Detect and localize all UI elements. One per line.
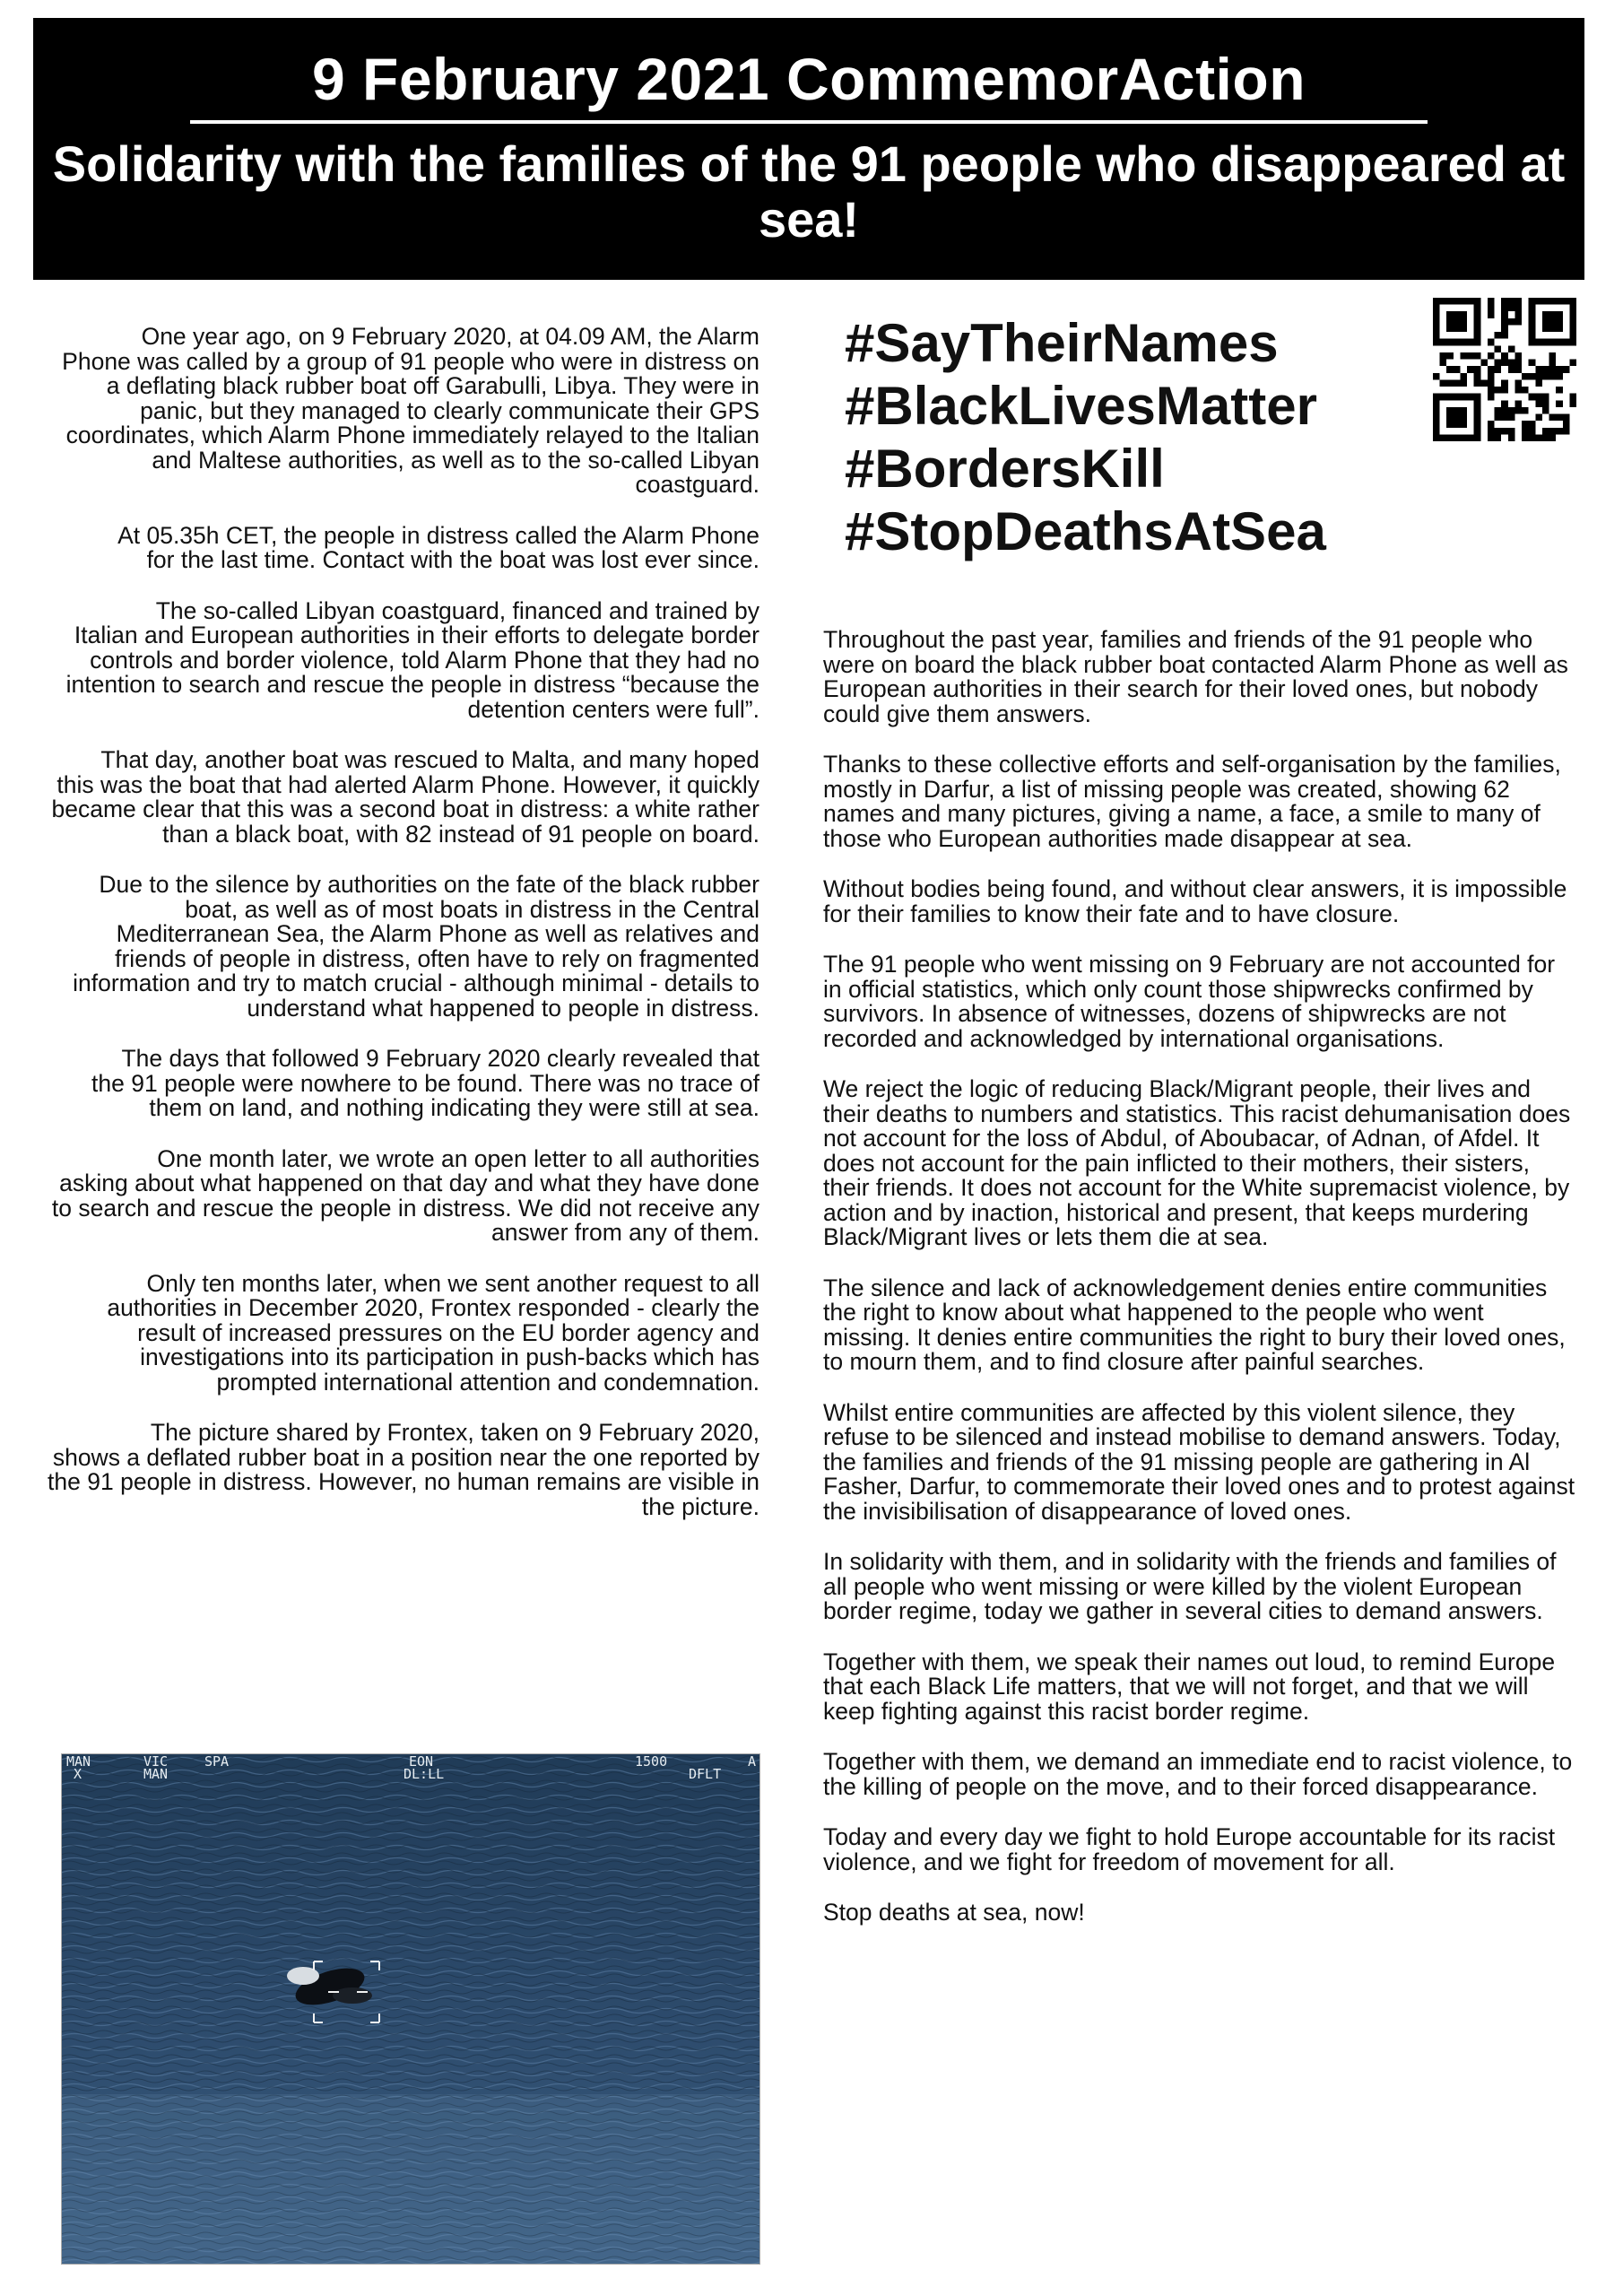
right-paragraph: Together with them, we speak their names out loud, to remind Europe that each Black Life matters, that we will not forget, and that we will keep fighting against this racist border regime. — [823, 1648, 1556, 1725]
hashtag: #StopDeathsAtSea — [845, 501, 1326, 561]
left-paragraph: One month later, we wrote an open letter to all authorities asking about what happened on that day and what they have done to search and rescue the people in distress. We did not receive any answer from any of them. — [51, 1144, 759, 1246]
frontex-sea-photo — [61, 1753, 760, 2265]
title-underline — [190, 120, 1428, 124]
hud-label: A — [748, 1753, 757, 1770]
left-paragraph: Due to the silence by authorities on the fate of the black rubber boat, as well as of most boats in distress in the Central Mediterranean Sea, the Alarm Phone as well as relatives and friends of people in distress, often have to rely on fragmented information and try to match crucial - although minimal - details to understand what happened to people in distress. — [73, 871, 759, 1022]
hud-label: EON — [409, 1753, 434, 1770]
right-paragraph: The 91 people who went missing on 9 February are not accounted for in official statistics, which only count those shipwrecks confirmed by survivors. In absence of witnesses, dozens of shipwrecks are not recorded and acknowledged by international organisations. — [823, 951, 1556, 1052]
right-paragraph: Throughout the past year, families and friends of the 91 people who were on board the black rubber boat contacted Alarm Phone as well as European authorities in their search for their loved ones, but nobody could give them answers. — [823, 626, 1568, 727]
right-column — [823, 628, 1576, 1952]
right-paragraph: We reject the logic of reducing Black/Migrant people, their lives and their deaths to numbers and statistics. This racist dehumanisation does not account for the loss of Abdul, of Aboubacar, of Adnan, of Afdel. It does not account for the pain inflicted to their mothers, their sisters, their friends. It does not account for the White supremacist violence, by action and by inaction, historical and present, that keeps murdering Black/Migrant lives or lets them die at sea. — [823, 1075, 1571, 1250]
right-paragraph: In solidarity with them, and in solidarity with the friends and families of all people who went missing or were killed by the violent European border regime, today we gather in several cities to demand answers. — [823, 1548, 1557, 1624]
hud-label: MAN — [66, 1753, 91, 1770]
hashtag-block — [845, 312, 1454, 563]
left-paragraph: At 05.35h CET, the people in distress called the Alarm Phone for the last time. Contact with the boat was lost ever since. — [117, 521, 759, 573]
right-paragraph: Together with them, we demand an immediate end to racist violence, to the killing of people on the move, and to their forced disappearance. — [823, 1748, 1573, 1800]
left-paragraph: One year ago, on 9 February 2020, at 04.09 AM, the Alarm Phone was called by a group of 91 people who were in distress on a deflating black rubber boat off Garabulli, Libya. They were in panic, but they managed to clearly communicate their GPS coordinates, which Alarm Phone immediately relayed to the Italian and Maltese authorities, as well as to the so-called Libyan coastguard. — [62, 323, 759, 498]
right-paragraph: Thanks to these collective efforts and self-organisation by the families, mostly in Darfur, a list of missing people was created, showing 62 names and many pictures, giving a name, a face, a smile to many of those who European authorities made disappear at sea. — [823, 751, 1561, 852]
hashtag: #BordersKill — [845, 439, 1165, 499]
left-paragraph: The picture shared by Frontex, taken on 9 February 2020, shows a deflated rubber boat in a position near the one reported by the 91 people in distress. However, no human remains are visible in the picture. — [48, 1419, 759, 1520]
left-paragraph: That day, another boat was rescued to Malta, and many hoped this was the boat that had alerted Alarm Phone. However, it quickly became clear that this was a second boat in distress: a white rather than a black boat, with 82 instead of 91 people on board. — [51, 746, 759, 848]
left-column — [47, 325, 759, 1545]
header-banner — [33, 18, 1584, 280]
page-subtitle: Solidarity with the families of the 91 people who disappeared at sea! — [52, 135, 1566, 248]
hud-label: DL:LL — [404, 1766, 445, 1782]
left-paragraph: Only ten months later, when we sent another request to all authorities in December 2020, Frontex responded - clearly the result of increased pressures on the EU border agency and investigations into its participation in push-backs which has prompted international attention and condemnation. — [107, 1269, 759, 1396]
hud-label: 1500 — [635, 1753, 668, 1770]
hud-label: SPA — [204, 1753, 230, 1770]
hud-label: VIC — [143, 1753, 169, 1770]
page-title: 9 February 2021 CommemorAction — [311, 46, 1306, 112]
hud-label: MAN — [143, 1766, 169, 1782]
right-paragraph: Without bodies being found, and without clear answers, it is impossible for their families to know their fate and to have closure. — [823, 875, 1567, 927]
hud-label: DFLT — [689, 1766, 722, 1782]
right-paragraph: Whilst entire communities are affected by this violent silence, they refuse to be silenced and instead mobilise to demand answers. Today, the families and friends of the 91 missing people are gathering in Al Fasher, Darfur, to commemorate their loved ones and to protest against the invisibilisation of disappearance of loved ones. — [823, 1398, 1575, 1525]
left-paragraph: The days that followed 9 February 2020 clearly revealed that the 91 people were nowhere to be found. There was no trace of them on land, and nothing indicating they were still at sea. — [91, 1045, 759, 1121]
hashtag: #SayTheirNames — [845, 313, 1279, 373]
right-paragraph: Today and every day we fight to hold Europe accountable for its racist violence, and we fight for freedom of movement for all. — [823, 1823, 1556, 1875]
qr-code-icon — [1433, 298, 1576, 441]
right-paragraph: The silence and lack of acknowledgement denies entire communities the right to know about what happened to the people who went missing. It denies entire communities the right to bury their loved ones, to mourn them, and to find closure after painful searches. — [823, 1274, 1566, 1375]
closing-line: Stop deaths at sea, now! — [823, 1899, 1085, 1926]
hud-label: X — [74, 1766, 82, 1782]
hashtag: #BlackLivesMatter — [845, 376, 1317, 436]
left-paragraph: The so-called Libyan coastguard, financed and trained by Italian and European authorities in their efforts to delegate border controls and border violence, told Alarm Phone that they had no intention to search and rescue the people in distress “because the detention centers were full”. — [65, 596, 759, 723]
